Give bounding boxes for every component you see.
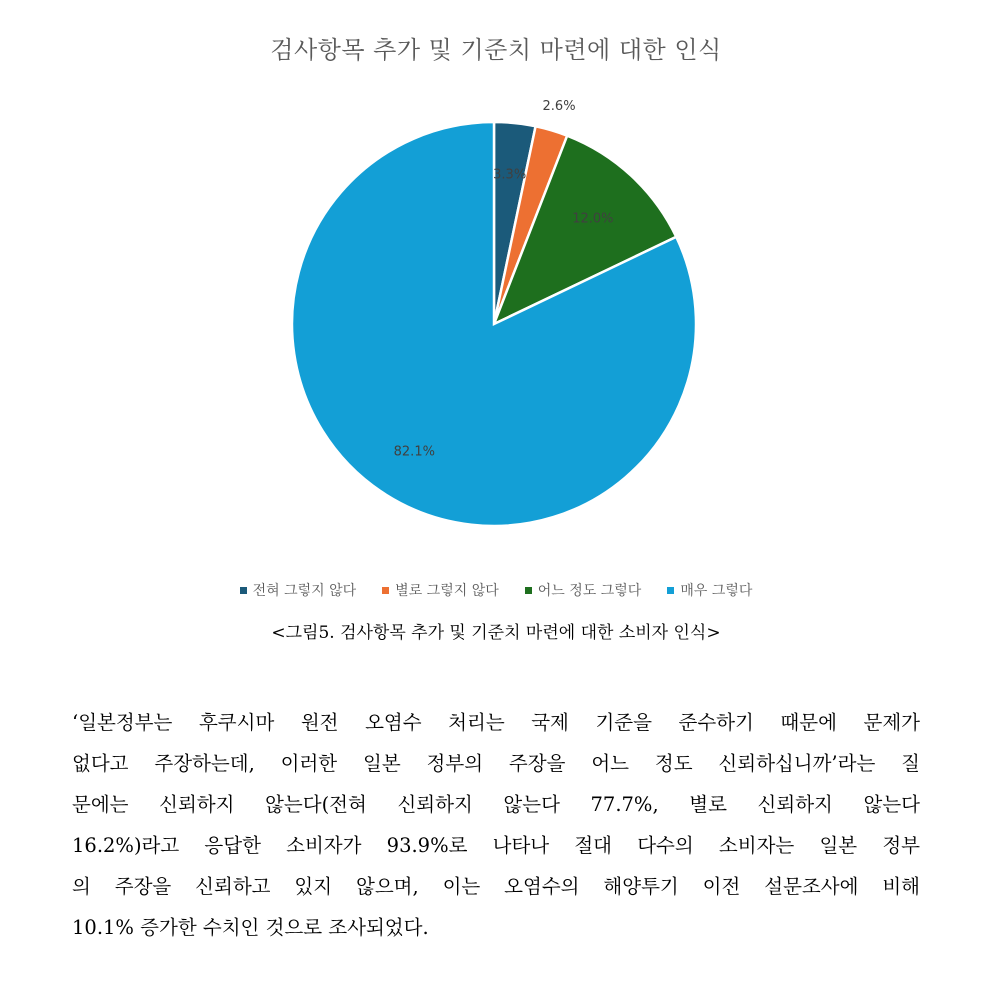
legend-label-0: 전혀 그렇지 않다 <box>252 583 357 599</box>
legend-swatch-0 <box>240 587 247 594</box>
body-line: 없다고 주장하는데, 이러한 일본 정부의 주장을 어느 정도 신뢰하십니까’라는 질 <box>72 752 920 775</box>
slice-label-2: 12.0% <box>572 211 614 227</box>
body-line: 16.2%)라고 응답한 소비자가 93.9%로 나타나 절대 다수의 소비자는 일본 정부 <box>72 834 920 857</box>
body-line: ‘일본정부는 후쿠시마 원전 오염수 처리는 국제 기준을 준수하기 때문에 문제가 <box>72 711 920 734</box>
chart-title: 검사항목 추가 및 기준치 마련에 대한 인식 <box>270 36 722 64</box>
pie-slices <box>292 122 696 526</box>
slice-label-0: 3.3% <box>493 167 527 183</box>
figure-caption: <그림5. 검사항목 추가 및 기준치 마련에 대한 소비자 인식> <box>271 623 721 643</box>
slice-label-1: 2.6% <box>542 99 576 115</box>
legend-item-0 <box>240 580 357 600</box>
legend-swatch-2 <box>525 587 532 594</box>
legend-swatch-3 <box>667 587 674 594</box>
body-paragraph <box>72 702 920 948</box>
legend-label-3: 매우 그렇다 <box>680 583 753 599</box>
legend-item-1 <box>382 580 499 600</box>
legend-item-2 <box>525 580 642 600</box>
legend-label-2: 어느 정도 그렇다 <box>537 583 642 599</box>
chart-legend <box>0 580 992 600</box>
legend-item-3 <box>667 580 752 600</box>
body-line: 문에는 신뢰하지 않는다(전혀 신뢰하지 않는다 77.7%, 별로 신뢰하지 않는다 <box>72 793 920 816</box>
body-line: 의 주장을 신뢰하고 있지 않으며, 이는 오염수의 해양투기 이전 설문조사에 비해 <box>72 875 920 898</box>
body-line: 10.1% 증가한 수치인 것으로 조사되었다. <box>72 916 429 939</box>
legend-label-1: 별로 그렇지 않다 <box>395 583 499 599</box>
slice-label-3: 82.1% <box>393 444 435 460</box>
legend-swatch-1 <box>382 587 389 594</box>
